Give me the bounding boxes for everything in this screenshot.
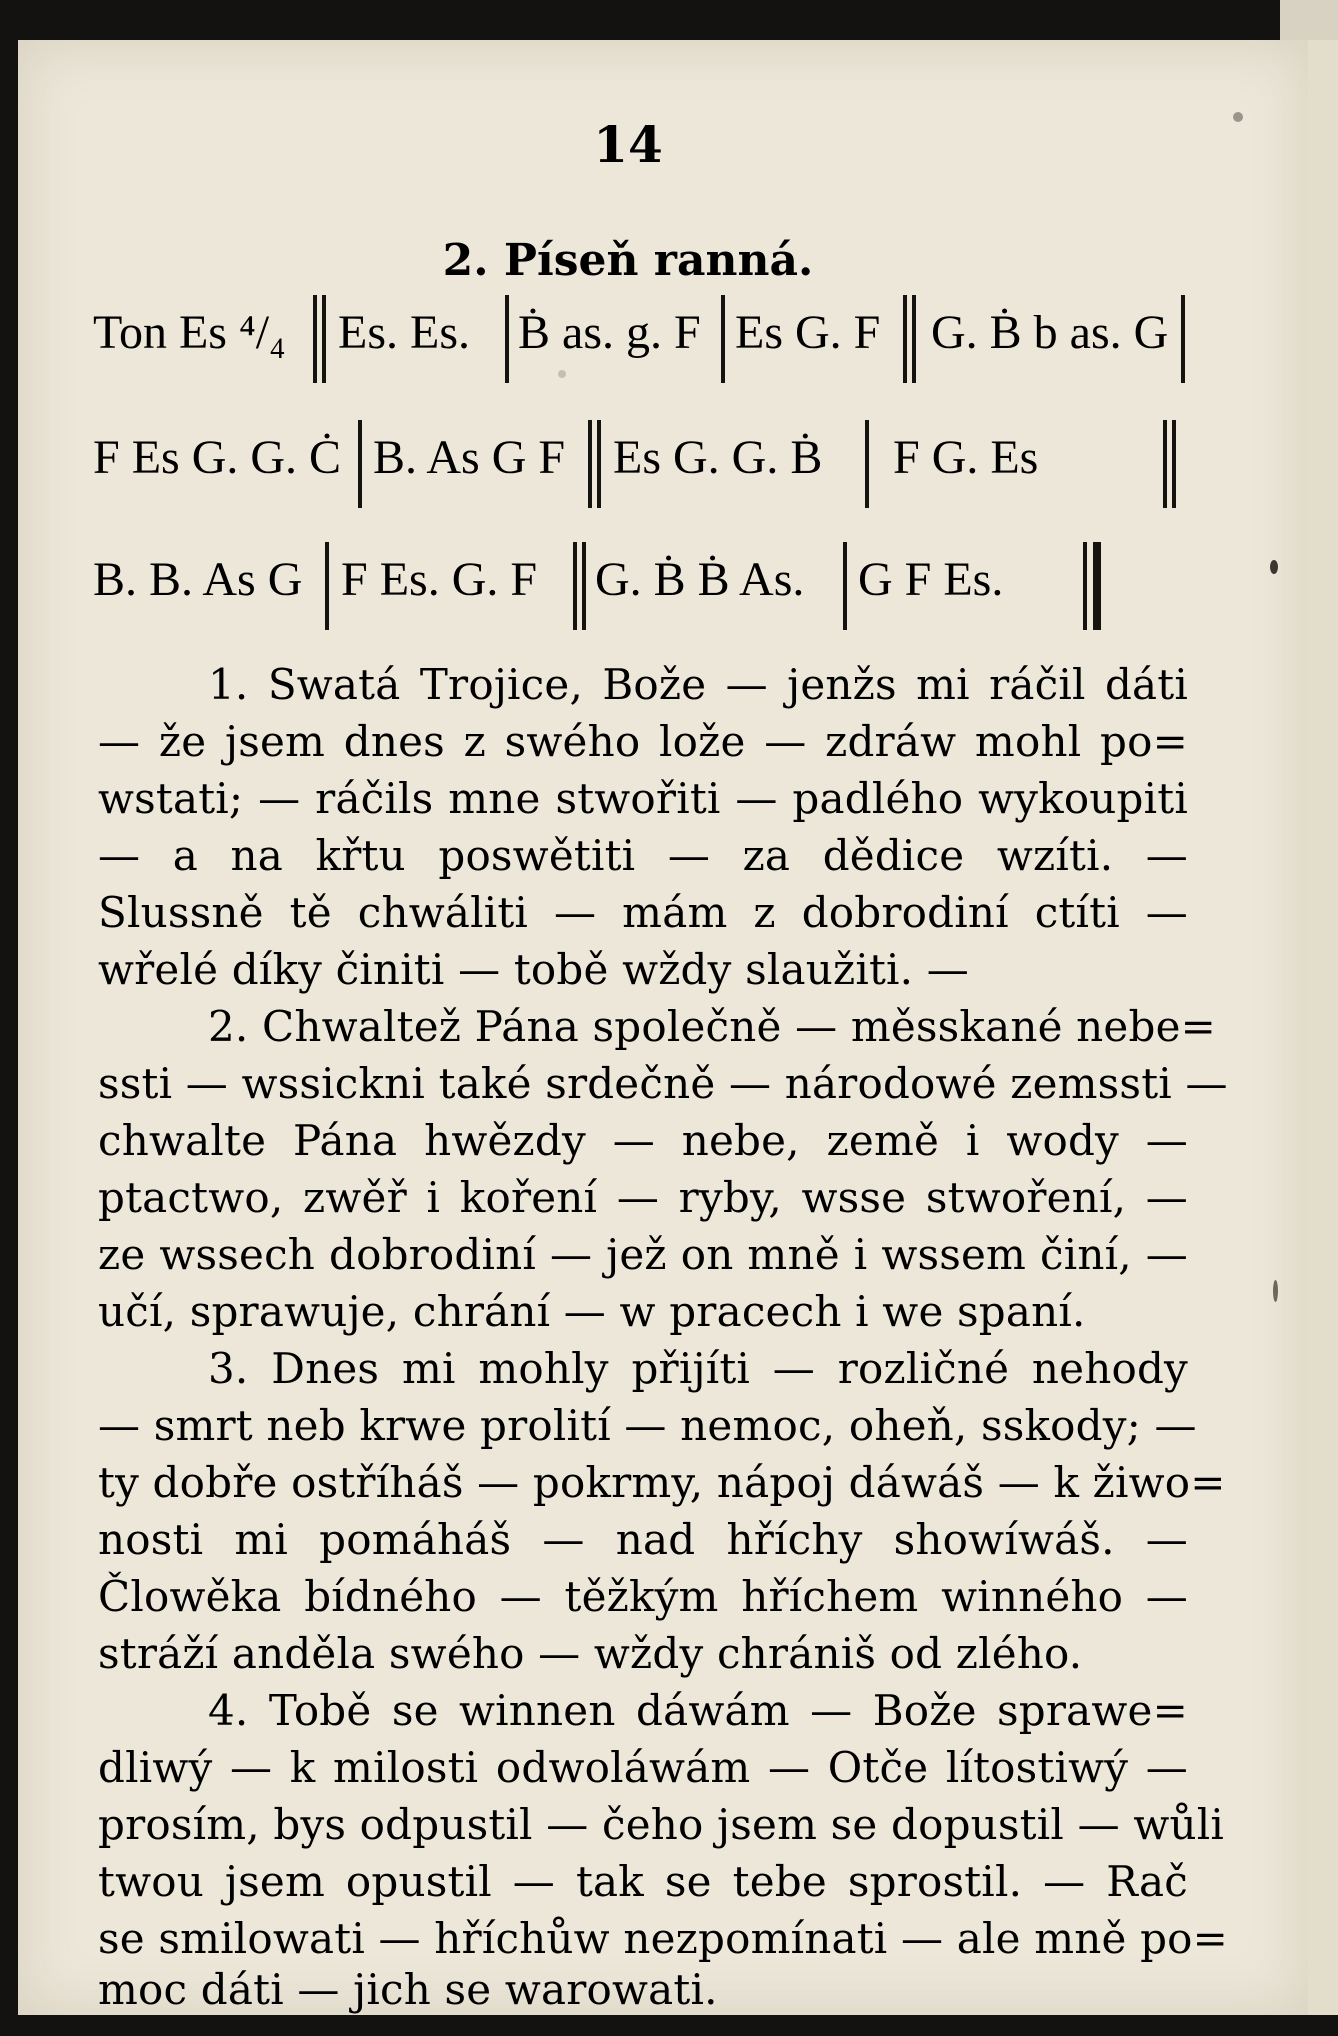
barline [1163,420,1167,508]
verse-line: Slussně tě chwáliti — mám z dobrodiní ctíti — [98,888,1188,937]
verse-line: 1. Swatá Trojice, Bože — jenžs mi ráčil dáti [208,660,1188,709]
notation-measure: F G. Es [893,431,1039,484]
verse-line: stráží anděla swého — wždy chrániš od zlého. [98,1629,1083,1678]
final-barline [1083,542,1087,630]
page-number: 14 [593,115,663,174]
notation-measure: Es. Es. [338,306,470,359]
verse-line: chwalte Pána hwězdy — nebe, země i wody — [98,1116,1188,1165]
verse-line: ptactwo, zwěř i koření — ryby, wsse stwoření, — [98,1173,1188,1222]
barline [358,420,362,508]
notation-key: Ton Es ⁴/₄ [93,306,286,359]
barline [573,542,577,630]
notation-measure: F Es. G. F [341,553,538,606]
barline [325,542,329,630]
verse-line: — a na křtu poswětiti — za dědice wzíti. — [98,831,1188,880]
song-title: 2. Píseň ranná. [442,235,814,286]
verse-line: ze wssech dobrodiní — jež on mně i wssem činí, — [98,1230,1188,1279]
notation-measure: G. Ḃ b as. G [931,306,1169,359]
scan-speck [1273,1280,1278,1302]
notation-measure: F Es G. G. Ċ [93,431,342,484]
verse-line: ty dobře ostříháš — pokrmy, nápoj dáwáš — k žiwo= [98,1458,1226,1507]
notation-measure: Ḃ as. g. F [518,306,701,359]
verse-line: učí, sprawuje, chrání — w pracech i we spaní. [98,1287,1086,1336]
barline [313,295,317,383]
notation-measure: G. Ḃ Ḃ As. [595,553,805,606]
notation-measure: Es G. G. Ḃ [613,431,823,484]
verse-line: 4. Tobě se winnen dáwám — Bože sprawe= [208,1686,1188,1735]
barline [903,295,907,383]
verse-line: moc dáti — jich se warowati. [98,1965,718,2014]
notation-measure: Es G. F [735,306,881,359]
scan-speck [1233,112,1243,122]
verse-line: 3. Dnes mi mohly přijíti — rozličné nehody [208,1344,1188,1393]
verse-line: se smilowati — hříchůw nezpomínati — ale mně po= [98,1914,1229,1963]
verse-line: — smrt neb krwe prolití — nemoc, oheň, sskody; — [98,1401,1197,1450]
barline [1181,295,1185,383]
verse-line: wřelé díky činiti — tobě wždy slaužiti. — [98,945,969,994]
barline [588,420,592,508]
scan-edge-right [1308,40,1338,2015]
notation-measure: B. B. As G [93,553,303,606]
notation-measure: G F Es. [858,553,1004,606]
barline [721,295,725,383]
verse-line: nosti mi pomáháš — nad hříchy showíwáš. — [98,1515,1188,1564]
barline [843,542,847,630]
verse-line: wstati; — ráčils mne stwořiti — padlého wykoupiti [98,774,1188,823]
notation-row-1 [93,305,1193,383]
scan-speck [558,370,566,378]
scan-speck [1270,560,1278,574]
scan-edge-top [1280,0,1338,40]
verse-line: dliwý — k milosti odwoláwám — Otče lítostiwý — [98,1743,1188,1792]
barline [865,420,869,508]
notation-row-2 [93,430,1193,508]
notation-measure: B. As G F [373,431,566,484]
verse-line: — že jsem dnes z swého lože — zdráw mohl po= [98,717,1188,766]
verse-line: Člowěka bídného — těžkým hříchem winného — [98,1572,1188,1621]
book-page [18,40,1308,2015]
barline [505,295,509,383]
verse-line: 2. Chwaltež Pána společně — měsskané nebe= [208,1002,1217,1051]
notation-row-3 [93,552,1193,630]
verse-line: prosím, bys odpustil — čeho jsem se dopustil — wůli [98,1800,1224,1849]
verse-line: twou jsem opustil — tak se tebe sprostil. — Rač [98,1857,1188,1906]
verse-line: ssti — wssickni také srdečně — národowé zemssti — [98,1059,1228,1108]
